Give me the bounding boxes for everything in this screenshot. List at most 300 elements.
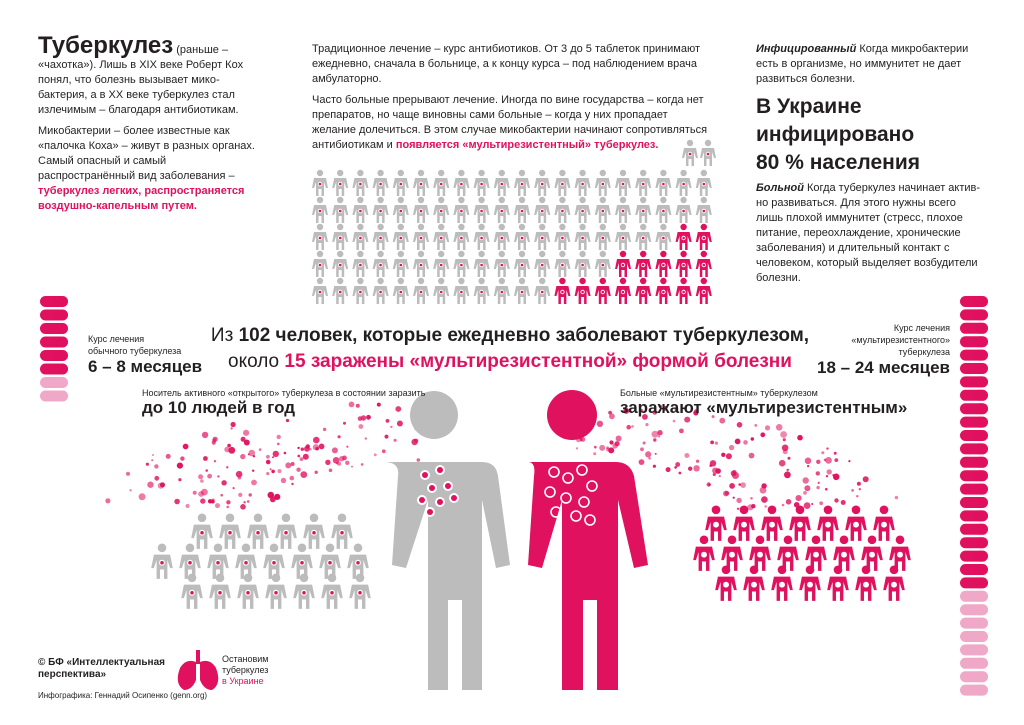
grey-lung-core [419,497,425,503]
pill-left [40,310,68,321]
spray-dot [273,451,279,457]
spray-dot [693,465,699,471]
spray-dot [236,471,243,478]
spray-dot [803,491,807,495]
person-icon [514,197,530,223]
person-icon [332,251,348,277]
spray-dot [231,422,236,427]
person-icon [534,251,550,277]
person-icon [332,197,348,223]
spray-dot [220,494,223,497]
person-icon [655,197,671,223]
spray-dot [732,472,739,479]
spray-dot [217,475,219,477]
person-icon [293,574,315,609]
spray-dot [856,495,858,497]
person-icon [615,251,631,277]
spray-dot [252,470,254,472]
spray-dot [594,446,597,449]
pill-left [40,364,68,375]
spray-dot [736,498,741,503]
person-icon [393,170,409,196]
spray-dot [152,454,154,456]
spray-dot [277,443,280,446]
person-icon [393,278,409,304]
person-icon [676,170,692,196]
course-right-label-1: Курс лечения [893,323,950,333]
spray-dot [160,482,165,487]
pill-right [960,537,988,548]
person-icon [393,224,409,250]
person-icon [554,251,570,277]
spray-dot [215,503,220,508]
person-icon [575,197,591,223]
spray-dot [851,489,854,492]
logo-line-3: в Украине [222,676,264,686]
person-icon [433,224,449,250]
grey-lung-core [445,483,451,489]
person-icon [761,506,783,541]
grey-lung-core [437,467,443,473]
spray-dot [643,442,646,445]
spray-dot [300,457,304,461]
spray-dot [346,446,348,448]
spray-dot [666,467,671,472]
pill-right [960,457,988,468]
spray-dot [788,457,791,460]
course-left-duration: 6 – 8 месяцев [88,357,203,376]
person-icon [534,170,550,196]
spray-dot [359,424,364,429]
person-icon [534,197,550,223]
person-icon [595,278,611,304]
spray-dot [821,451,824,454]
person-icon [514,170,530,196]
spray-dot [780,431,787,438]
spray-dot [200,498,205,503]
pill-right [960,430,988,441]
person-icon [554,278,570,304]
spray-dot [715,442,718,445]
spray-dot [338,435,341,438]
spray-dot [248,453,250,455]
spray-dot [696,460,699,463]
person-icon [494,224,510,250]
spray-dot [750,497,753,500]
course-left-label-1: Курс лечения [88,334,145,344]
spray-dot [306,444,310,448]
spray-dot [679,472,682,475]
person-icon [635,170,651,196]
headline-part-4: заражены «мультирезистентной» формой болезни [305,351,792,372]
page-title: Туберкулез [38,32,174,59]
logo-line-2: туберкулез [222,665,269,675]
spray-dot [819,501,823,505]
spray-dot [710,460,716,466]
person-icon [275,514,297,549]
person-icon [715,566,737,601]
pill-right [960,350,988,361]
spray-dot [345,461,349,465]
person-icon [332,278,348,304]
treatment-text: Традиционное лечение – курс антибиотиков. От 3 до 5 таблеток принимают ежедневно, сначала в больнице, а к концу курса – под наблюдением врача амбулаторно. [312,43,701,85]
spray-dot [177,463,183,469]
carrier-right-value: заражают «мультирезистентным» [620,398,908,417]
person-icon [514,251,530,277]
title-suffix: (раньше – [173,44,229,56]
lung-tb-highlight: туберкулез легких, распространяется воздушно-капельным путем. [38,185,245,212]
person-icon [700,140,716,166]
spray-dot [818,482,820,484]
intro-text: «чахотка»). Лишь в XIX веке Роберт Кох понял, что болезнь вызывает мико-бактерия, а в XX веке туберкулез стал излечимым – благодаря антибиотикам. [38,59,244,116]
person-icon [615,278,631,304]
person-icon [433,197,449,223]
person-icon [433,170,449,196]
spray-dot [599,445,605,451]
spray-dot [394,439,397,442]
person-icon [845,506,867,541]
spray-dot [761,496,768,503]
spray-dot [351,466,353,468]
credit: Инфографика: Геннадий Осипенко (genn.org) [38,691,208,700]
spray-dot [271,470,275,474]
logo-text [222,654,269,687]
person-icon [219,514,241,549]
person-icon [474,251,490,277]
spray-dot [278,469,282,473]
person-icon [474,197,490,223]
pill-right [960,363,988,374]
spray-dot [674,466,677,469]
spray-dot [832,474,834,476]
person-icon [413,224,429,250]
spray-dot [214,460,216,462]
spray-dot [857,482,861,486]
person-icon [554,224,570,250]
spray-dot [834,498,838,502]
spray-dot [284,452,287,455]
spray-dot [243,501,245,503]
pill-right [960,296,988,307]
headline-part-3: около [228,351,285,372]
spray-dot [735,439,741,445]
spray-dot [272,456,274,458]
spray-dot [765,425,770,430]
spray-dot [609,440,613,444]
person-icon [494,278,510,304]
spray-dot [782,504,785,507]
person-icon [347,544,369,579]
person-icon [827,566,849,601]
grey-lung-core [429,485,435,491]
spray-dot [361,463,364,466]
person-icon [332,224,348,250]
pill-left [40,391,68,402]
person-icon [312,251,328,277]
grey-lung-core [437,499,443,505]
spray-dot [286,419,289,422]
spray-dot [297,447,299,449]
carrier-right-label: Больные «мультирезистентным» туберкулезом [620,388,818,398]
spray-dot [205,469,208,472]
spray-dot [616,436,622,442]
spray-dot [266,460,271,465]
person-icon [595,251,611,277]
spray-dot [240,454,245,459]
person-icon [181,574,203,609]
spray-dot [325,460,330,465]
person-icon [349,574,371,609]
spray-dot [804,485,810,491]
spray-dot [679,429,684,434]
spray-dot [784,471,791,478]
headline-part-2: человек, которые ежедневно заболевают туберкулезом, [270,325,810,346]
spray-dot [779,460,786,467]
spray-dot [226,506,229,509]
person-icon [635,224,651,250]
pill-right [960,591,988,602]
spray-dot [291,483,293,485]
spray-dot [285,462,291,468]
spray-dot [804,502,811,509]
pill-right [960,618,988,629]
pill-right [960,604,988,615]
person-icon [352,251,368,277]
spray-dot [807,465,809,467]
person-icon [676,278,692,304]
sick-text: Когда туберкулез начинает актив-но развиваться. Для этого нужны всего лишь плохой иммунитет (стресс, плохое питание, переохлаждение, хронические заболевания) и длительный контакт с человеком, который выделяет возбудители болезни. [756,182,981,284]
person-icon [237,574,259,609]
person-icon [855,566,877,601]
person-icon [554,197,570,223]
person-icon [453,251,469,277]
person-icon [373,197,389,223]
spray-dot [297,455,300,458]
spray-dot [816,486,819,489]
person-icon [615,170,631,196]
spray-dot [626,425,631,430]
pill-right [960,671,988,682]
spray-dot [198,474,203,479]
spray-dot [202,432,208,438]
spray-dot [645,423,648,426]
grey-lung-core [427,509,433,515]
person-icon [352,224,368,250]
spray-dot [313,437,320,444]
infected-label: Инфицированный [756,43,857,55]
spray-dot [281,478,286,483]
spray-dot [249,450,256,457]
person-icon [151,544,173,579]
headline-line-1: В Украине [756,95,862,118]
spray-dot [803,477,809,483]
spray-dot [105,498,110,503]
spray-dot [193,491,197,495]
logo-line-1: Остановим [222,654,269,664]
spray-dot [673,420,676,423]
spray-dot [783,449,788,454]
pill-right [960,417,988,428]
person-icon [474,170,490,196]
spray-dot [251,480,257,486]
person-icon [635,251,651,277]
person-icon [655,170,671,196]
spray-dot [688,467,692,471]
spray-dot [247,500,250,503]
spray-dot [266,472,269,475]
person-icon [696,278,712,304]
person-icon [303,514,325,549]
person-icon [676,224,692,250]
spray-dot [707,482,711,486]
pill-right [960,658,988,669]
spray-dot [834,458,838,462]
spray-dot [309,448,311,450]
headline-number-102: 102 [238,325,271,346]
person-icon [247,514,269,549]
headline-number-15: 15 [284,351,306,372]
person-icon [373,278,389,304]
spray-dot [653,438,656,441]
spray-dot [816,471,820,475]
pill-right [960,685,988,696]
spray-dot [200,479,204,483]
person-icon [332,170,348,196]
spray-dot [226,466,228,468]
spray-dot [740,482,746,488]
person-icon [655,251,671,277]
pill-right [960,577,988,588]
person-icon [393,251,409,277]
course-right-duration: 18 – 24 месяцев [817,358,950,377]
pill-right [960,497,988,508]
spray-dot [146,463,149,466]
person-icon [873,506,895,541]
spray-dot [221,480,226,485]
spray-dot [764,505,767,508]
spray-dot [339,456,344,461]
spray-dot [178,478,181,481]
person-icon [413,251,429,277]
spray-dot [233,487,235,489]
spray-dot [374,453,377,456]
spray-dot [129,489,131,491]
spray-dot [259,448,262,451]
spray-dot [827,469,832,474]
spray-dot [139,493,146,500]
carrier-left-label: Носитель активного «открытого» туберкулеза в состоянии заразить [142,388,426,398]
spray-dot [713,473,716,476]
spray-dot [652,431,659,438]
pill-right [960,631,988,642]
pill-left [40,350,68,361]
spray-dot [729,483,735,489]
person-icon [474,278,490,304]
spray-dot [719,418,725,424]
person-icon [312,170,328,196]
spray-dot [270,497,276,503]
spray-dot [797,435,803,441]
spray-dot [183,444,189,450]
pill-right [960,524,988,535]
spray-dot [417,458,421,462]
person-icon [575,251,591,277]
spray-dot [786,499,792,505]
spray-dot [224,447,230,453]
person-icon [676,197,692,223]
spray-dot [825,488,828,491]
pill-right [960,336,988,347]
person-icon [575,224,591,250]
pill-right [960,470,988,481]
person-icon [595,197,611,223]
spray-dot [754,424,757,427]
spray-dot [332,447,338,453]
sick-label: Больной [756,182,804,194]
spray-dot [816,460,820,464]
spray-dot [719,475,721,477]
spray-dot [895,496,898,499]
spray-dot [639,459,645,465]
spray-dot [783,438,786,441]
headline-part-1: Из [210,325,239,346]
big-pink-person [528,390,648,690]
person-icon [696,224,712,250]
interruption-text: Часто больные прерывают лечение. Иногда по вине государства – когда нет препаратов, но чаще виновны сами больные – когда у них пропадает желание долечиться. В этом случае микобактерии начинают сопротивляться антибиотикам и [312,94,708,151]
spray-dot [238,493,242,497]
spray-dot [385,435,389,439]
person-icon [575,278,591,304]
person-icon [413,197,429,223]
pill-right [960,309,988,320]
person-icon [743,566,765,601]
spray-dot [576,447,578,449]
spray-dot [733,497,735,499]
person-icon [883,566,905,601]
course-left-label-2: обычного туберкулеза [88,346,182,356]
spray-dot [343,422,346,425]
spray-dot [319,444,325,450]
person-icon [889,536,911,571]
grey-lung-core [451,495,457,501]
spray-dot [186,504,190,508]
course-right-label-3: туберкулеза [898,347,950,357]
person-icon [595,170,611,196]
person-icon [595,224,611,250]
person-icon [733,506,755,541]
person-icon [191,514,213,549]
person-icon [373,224,389,250]
person-icon [453,224,469,250]
spray-dot [751,437,754,440]
spray-dot [805,458,812,465]
headline-line-3: 80 % населения [756,151,921,174]
spray-dot [737,508,739,510]
person-icon [453,278,469,304]
carrier-right [620,388,920,418]
carrier-left [142,388,442,418]
carrier-left-value: до 10 людей в год [142,398,296,417]
person-icon [655,224,671,250]
spray-dot [249,493,252,496]
pill-left [40,337,68,348]
spray-dot [597,421,603,427]
person-icon [393,197,409,223]
headline-line-2: инфицировано [756,123,915,146]
person-icon [789,506,811,541]
spray-dot [796,495,802,501]
person-icon [615,224,631,250]
